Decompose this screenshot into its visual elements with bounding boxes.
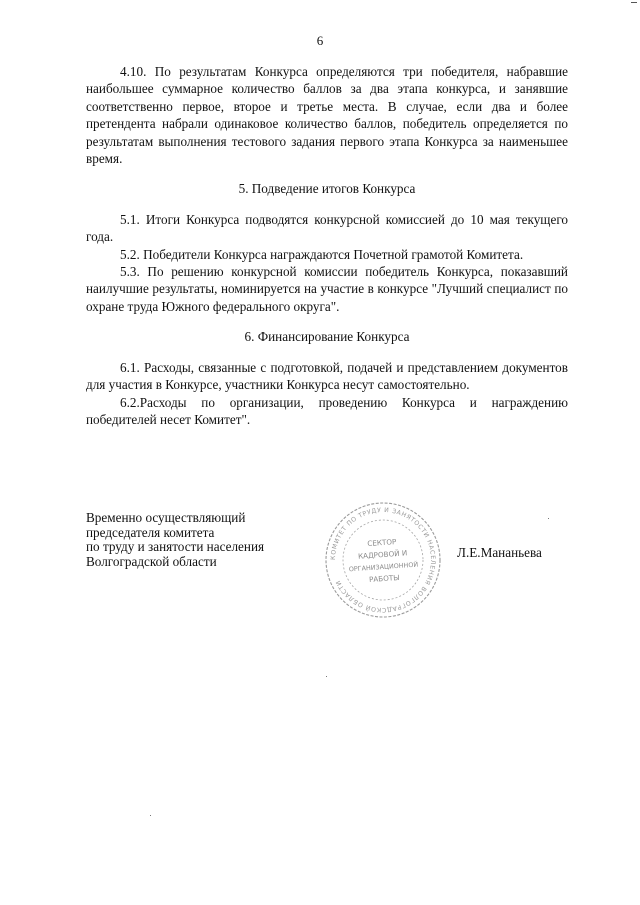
paragraph-4-10: 4.10. По результатам Конкурса определяются три победителя, набравшие наибольшее суммарное количество баллов за два этапа конкурса, и занявшие соответственно первое, второе и третье места. В случае, если два и более претендента набрали одинаковое количество баллов, победитель определяется по результатам выполнения тестового задания первого этапа Конкурса за наименьшее время. <box>86 64 568 167</box>
paragraph-6-1: 6.1. Расходы, связанные с подготовкой, подачей и представлением документов для участия в Конкурсе, участники Конкурса несут самостоятельно. <box>86 359 568 393</box>
signatory-line: Волгоградской области <box>86 553 217 569</box>
scan-corner-mark <box>631 2 637 3</box>
stamp-inner-line: КАДРОВОЙ И <box>357 548 408 561</box>
paragraph-5-3: 5.3. По решению конкурсной комиссии победитель Конкурса, показавший наилучшие результаты, номинируется на участие в конкурсе "Лучший специалист по охране труда Южного федерального округа". <box>86 264 568 314</box>
signatory-line: председателя комитета <box>86 524 215 540</box>
signatory-line: по труду и занятости населения <box>86 539 265 555</box>
stamp-ring-text: КОМИТЕТ ПО ТРУДУ И ЗАНЯТОСТИ НАСЕЛЕНИЯ ВОЛГОГРАДСКОЙ ОБЛАСТИ <box>329 506 437 614</box>
stamp-inner-line: ОРГАНИЗАЦИОННОЙ <box>348 560 419 574</box>
stamp-inner-line: РАБОТЫ <box>368 572 400 585</box>
signatory-title <box>86 511 316 569</box>
signatory-line: Временно осуществляющий <box>86 510 246 525</box>
paragraph-5-1: 5.1. Итоги Конкурса подводятся конкурсной комиссией до 10 мая текущего года. <box>86 211 568 245</box>
paragraph-6-2: 6.2.Расходы по организации, проведению Конкурса и награждению победителей несет Комитет". <box>86 394 568 427</box>
stamp-inner-line: СЕКТОР <box>366 537 397 549</box>
section-heading-5: 5. Подведение итогов Конкурса <box>238 181 416 197</box>
scan-speck <box>326 676 327 677</box>
page-number: 6 <box>316 33 324 48</box>
paragraph-5-2: 5.2. Победители Конкурса награждаются Почетной грамотой Комитета. <box>120 246 524 262</box>
scan-speck <box>548 518 549 519</box>
official-stamp <box>322 499 444 621</box>
document-body <box>86 63 568 428</box>
stamp-inner-ring <box>343 520 423 600</box>
section-heading-6: 6. Финансирование Конкурса <box>244 329 410 345</box>
signatory-name: Л.Е.Мананьева <box>457 545 542 560</box>
scan-speck <box>150 815 151 816</box>
